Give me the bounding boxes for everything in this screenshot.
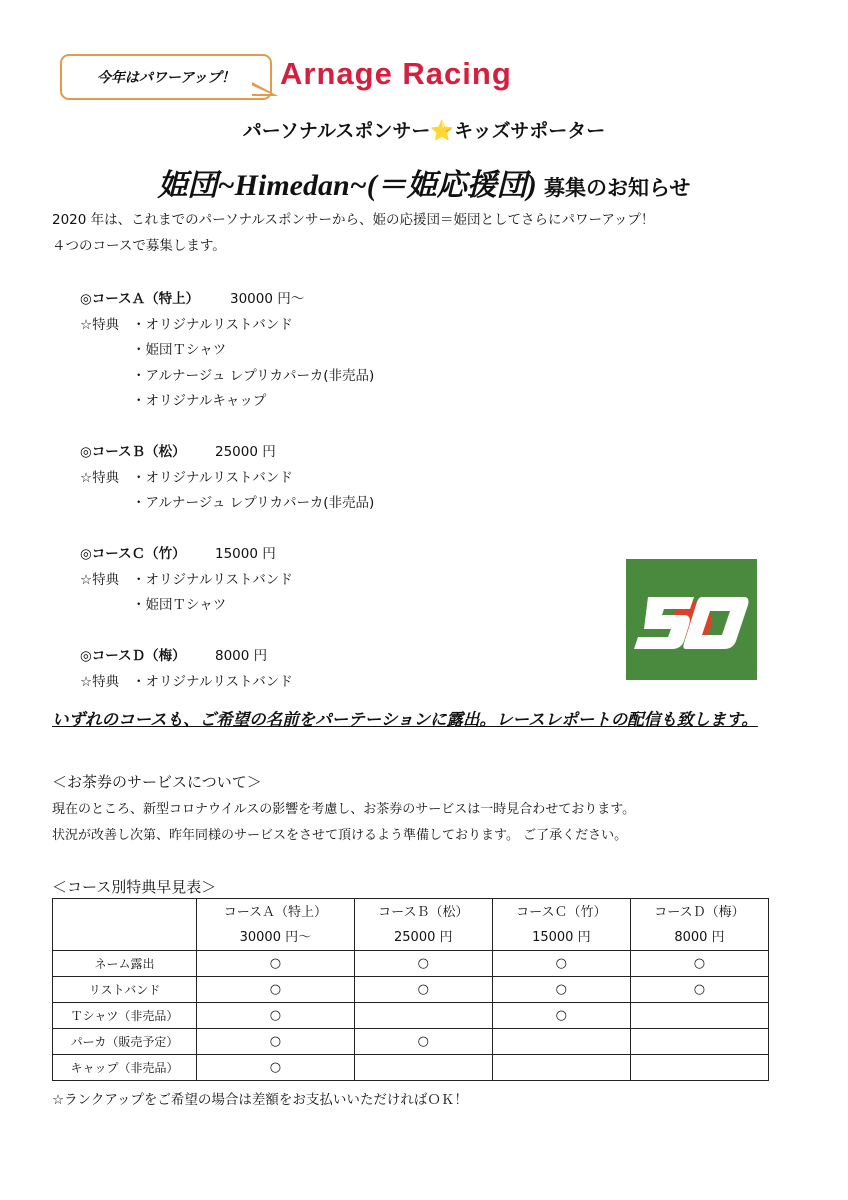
benefit-cell: ○: [197, 951, 355, 977]
column-header: [197, 899, 355, 951]
benefit-item: ・オリジナルリストバンド: [132, 316, 293, 333]
row-label: ネーム露出: [53, 951, 197, 977]
title-main: 姫団~Himedan~(＝姫応援団): [157, 169, 537, 202]
course-price: 8000 円: [215, 648, 268, 664]
course-note: いずれのコースも、ご希望の名前をパーテーションに露出。レースレポートの配信も致します。: [52, 710, 758, 729]
column-name: コースＡ（特上）: [223, 904, 328, 920]
benefit-item: ・アルナージュ レプリカパーカ(非売品): [132, 367, 375, 384]
callout-text: 今年はパワーアップ！: [96, 70, 236, 86]
table-header-row: [53, 899, 769, 951]
table-row: [53, 1029, 769, 1055]
intro-line: ４つのコースで募集します。: [52, 238, 226, 254]
benefit-item: ・姫団Ｔシャツ: [132, 342, 227, 358]
benefits-table: [52, 898, 769, 1081]
benefit-cell: [630, 1055, 768, 1081]
benefit-cell: [354, 1003, 492, 1029]
benefit-label: ☆特典: [80, 673, 120, 690]
intro-line: 2020 年は、これまでのパーソナルスポンサーから、姫の応援団＝姫団としてさらにパワーアップ！: [52, 212, 655, 228]
column-header: [492, 899, 630, 951]
benefit-cell: ○: [630, 977, 768, 1003]
course-name: ◎コースＡ（特上）: [80, 291, 200, 307]
column-header: [354, 899, 492, 951]
benefit-cell: [492, 1029, 630, 1055]
benefit-cell: ○: [354, 977, 492, 1003]
title-suffix: 募集のお知らせ: [536, 176, 691, 200]
benefit-cell: ○: [354, 951, 492, 977]
course-price: 25000 円: [215, 444, 276, 460]
column-price: 25000 円: [394, 929, 453, 945]
benefit-item: ・オリジナルキャップ: [132, 393, 267, 409]
callout-bubble: [60, 54, 272, 100]
row-label: Ｔシャツ（非売品）: [53, 1003, 197, 1029]
course-name: ◎コースＢ（松）: [80, 444, 186, 460]
tea-heading: ＜お茶券のサービスについて＞: [52, 773, 262, 791]
callout-tail-inner: [251, 85, 271, 94]
tea-line: 状況が改善し次第、昨年同様のサービスをさせて頂けるよう準備しております。 ご了承ください。: [52, 828, 628, 843]
benefit-cell: ○: [492, 951, 630, 977]
benefit-item: ・アルナージュ レプリカパーカ(非売品): [132, 495, 375, 511]
benefit-cell: [630, 1003, 768, 1029]
table-row: [53, 1003, 769, 1029]
subtitle: パーソナルスポンサー⭐キッズサポーター: [242, 120, 606, 142]
column-name: コースＢ（松）: [378, 904, 469, 920]
benefit-item: ・オリジナルリストバンド: [132, 571, 293, 588]
benefit-cell: ○: [197, 1003, 355, 1029]
table-heading: ＜コース別特典早見表＞: [52, 878, 217, 896]
column-header: [630, 899, 768, 951]
benefit-cell: [492, 1055, 630, 1081]
50th-anniversary-logo: [626, 559, 757, 680]
benefit-item: ・オリジナルリストバンド: [132, 469, 293, 486]
benefit-cell: ○: [197, 977, 355, 1003]
column-price: 15000 円: [532, 929, 591, 945]
table-row: [53, 951, 769, 977]
row-label: リストバンド: [53, 977, 197, 1003]
benefit-cell: ○: [492, 1003, 630, 1029]
benefit-label: ☆特典: [80, 316, 120, 333]
benefit-cell: ○: [354, 1029, 492, 1055]
benefit-cell: [354, 1055, 492, 1081]
table-row: [53, 1055, 769, 1081]
benefit-cell: ○: [197, 1055, 355, 1081]
brand-logo: Arnage Racing: [280, 56, 512, 91]
table-row: [53, 977, 769, 1003]
column-price: 30000 円～: [239, 929, 312, 945]
column-price: 8000 円: [674, 929, 725, 945]
benefit-cell: [630, 1029, 768, 1055]
benefit-label: ☆特典: [80, 571, 120, 588]
benefit-item: ・姫団Ｔシャツ: [132, 597, 227, 613]
column-name: コースＣ（竹）: [516, 904, 607, 920]
page-title: [0, 160, 848, 204]
benefit-label: ☆特典: [80, 469, 120, 486]
benefit-cell: ○: [492, 977, 630, 1003]
footer-note: ☆ランクアップをご希望の場合は差額をお支払いいただければＯＫ！: [52, 1092, 468, 1108]
empty-header-cell: [53, 899, 197, 951]
benefit-item: ・オリジナルリストバンド: [132, 673, 293, 690]
course-price: 15000 円: [215, 546, 276, 562]
course-name: ◎コースＤ（梅）: [80, 648, 186, 664]
column-name: コースＤ（梅）: [654, 904, 745, 920]
course-price: 30000 円～: [230, 291, 305, 307]
tea-line: 現在のところ、新型コロナウイルスの影響を考慮し、お茶券のサービスは一時見合わせております。: [52, 802, 636, 817]
course-name: ◎コースＣ（竹）: [80, 546, 186, 562]
row-label: パーカ（販売予定）: [53, 1029, 197, 1055]
row-label: キャップ（非売品）: [53, 1055, 197, 1081]
benefit-cell: ○: [197, 1029, 355, 1055]
benefit-cell: ○: [630, 951, 768, 977]
